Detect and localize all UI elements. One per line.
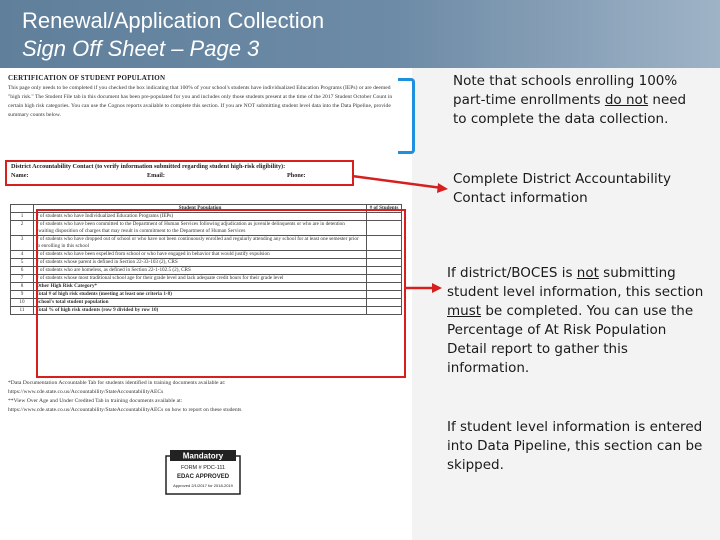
cert-title: CERTIFICATION OF STUDENT POPULATION [8, 74, 166, 82]
stamp-line1: Mandatory [182, 451, 224, 461]
dac-phone-label: Phone: [287, 172, 306, 179]
callout-text: need to complete the data collection. [453, 92, 687, 127]
table-header-population: Student Population [34, 205, 367, 213]
row-number: 5 [11, 259, 34, 267]
callout-emphasis: must [447, 303, 482, 319]
note-line: https://www.cde.state.co.us/Accountability/StateAccountabilityAECs [8, 389, 164, 395]
row-label: School's total student population [34, 299, 367, 307]
slide-title: Renewal/Application Collection [22, 8, 325, 33]
row-number: 1 [11, 213, 34, 221]
row-number: 10 [11, 299, 34, 307]
stamp-line2: FORM # PDC-111 [180, 465, 226, 471]
callout-skip: If student level information is entered into Data Pipeline, this section can be skipped. [447, 419, 703, 473]
note-line: *Data Documentation Accountable Tab for students identified in training documents available at: [8, 380, 226, 386]
row-label: # of students whose parent is defined in Section 22-33-103 (2), CRS [34, 259, 367, 267]
cert-body: This page only needs to be completed if you checked the box indicating that 100% of your school's students have individualized Education Programs (IEPs) or are deemed "high risk." The Student File tab in this document has been pre-populated for you and includes only those students present at the time of the 2017 Student October Count in certain high risk categories. You can use the Cognos reports available to complete this section. If you are NOT submitting student level data into the Data Pipeline, provide summary counts below. [8, 85, 393, 118]
callout-text: submitting student level information, this section [447, 265, 704, 300]
row-number: 8 [11, 283, 34, 291]
row-label: # of students who have Individualized Education Programs (IEPs) [34, 213, 367, 221]
note-line: https://www.cde.state.co.us/Accountability/StateAccountabilityAECs on how to report on these students [8, 407, 242, 413]
callout-text: be completed. You can use the Percentage of At Risk Population Detail report to gather this information. [447, 303, 694, 376]
dac-email-label: Email: [147, 172, 165, 179]
stamp-line3: EDAC APPROVED [176, 474, 230, 480]
row-label: # of students who are homeless, as defined in Section 22-1-102.5 (2), CRS [34, 267, 367, 275]
row-number: 4 [11, 251, 34, 259]
row-number: 11 [11, 307, 34, 315]
row-number: 9 [11, 291, 34, 299]
row-label: # of students who have been expelled from school or who have engaged in behavior that would justify expulsion [34, 251, 367, 259]
dac-name-label: Name: [11, 172, 29, 179]
callout-contact: Complete District Accountability Contact information [453, 171, 672, 206]
arrow-contact [352, 176, 442, 188]
row-label: Total # of high risk students (meeting at least one criteria 1-8) [34, 291, 367, 299]
callout-emphasis: do not [604, 92, 649, 108]
slide-subtitle: Sign Off Sheet – Page 3 [22, 36, 260, 61]
arrow-table-head [432, 283, 442, 293]
row-number: 2 [11, 221, 34, 236]
row-label: # of students who have been committed to the Department of Human Services following adjudication as juvenile delinquents or who are in detention awaiting disposition of charges that may result in commitment to the Department of Human Services [34, 221, 367, 236]
row-label: # of students whose most traditional school age for their grade level and lack adequate credit hours for their grade level [34, 275, 367, 283]
callout-text: If district/BOCES is [447, 265, 577, 281]
row-label: Total % of high risk students (row 9 divided by row 10) [34, 307, 367, 315]
table-header-count: # of Students [367, 205, 402, 213]
callout-emphasis: not [576, 265, 599, 281]
callout-not-submitting [447, 264, 707, 378]
row-label: Other High Risk Category* [34, 283, 367, 291]
stamp-line4: Approved 2/1/2017 for 2018-2019 [173, 483, 233, 488]
note-line: **View Over Age and Under Credited Tab in training documents available at: [8, 398, 183, 404]
row-label: # of students who have dropped out of school or who have not been continuously enrolled and regularly attending any school for at least one semester prior to enrolling in this school [34, 236, 367, 251]
row-number: 6 [11, 267, 34, 275]
dac-title: District Accountability Contact (to verify information submitted regarding student high-risk eligibility): [11, 163, 286, 170]
callout-text: Note that schools enrolling 100% part-time enrollments [453, 73, 678, 108]
arrow-contact-head [437, 183, 448, 193]
row-number: 7 [11, 275, 34, 283]
row-number: 3 [11, 236, 34, 251]
callout-part-time [453, 72, 703, 129]
